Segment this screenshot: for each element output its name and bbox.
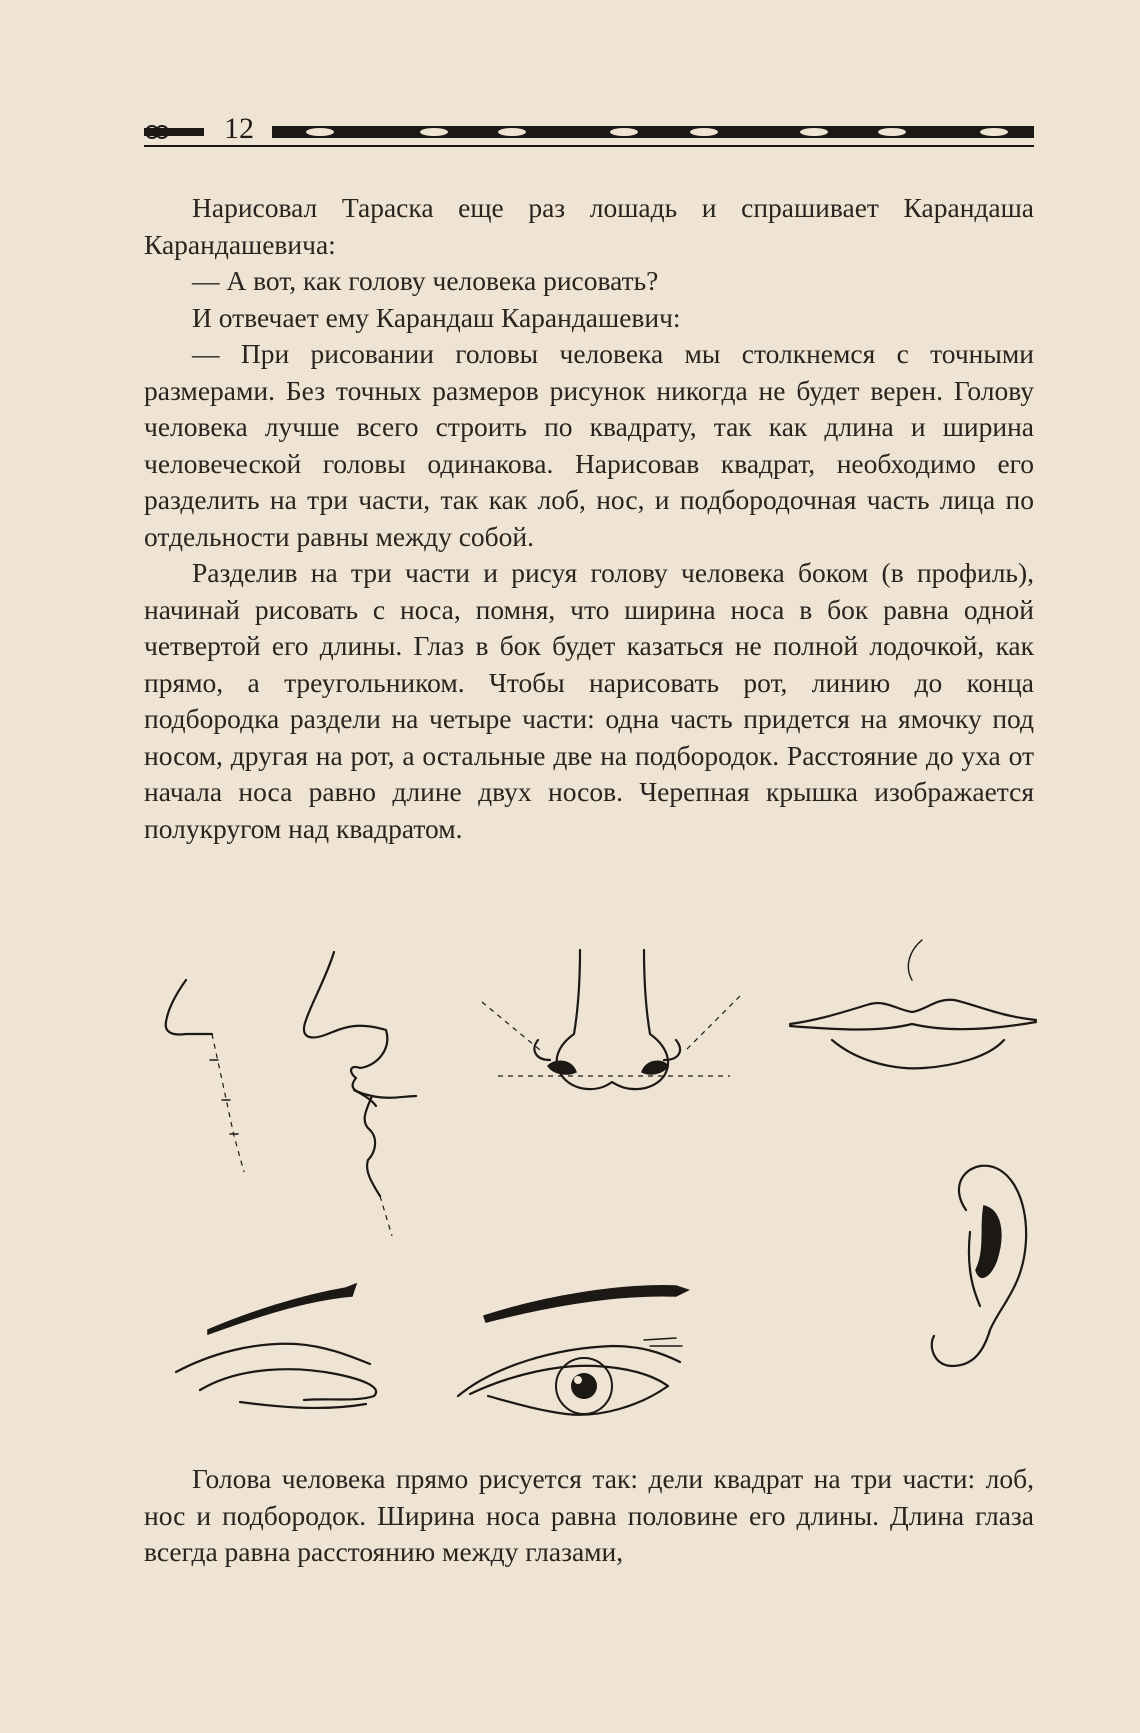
page-number: 12 — [224, 112, 254, 145]
eye-side-illustration — [176, 1284, 376, 1408]
paragraph: И отвечает ему Карандаш Карандашевич: — [192, 301, 681, 333]
paragraph: Разделив на три части и рисуя голову человека боком (в профиль), начинай рисовать с носа, помня, что ширина носа в бок равна одной четвертой его длины. Глаз в бок будет казаться не полной лодочкой, как прямо, а треугольником. Чтобы нарисовать рот, линию до конца подбородка раздели на четыре части: одна часть придется на ямочку под носом, другая на рот, а остальные две на подбородок. Расстояние до уха от начала носа равно длине двух носов. Черепная крышка изображается полукругом над квадратом. — [144, 557, 1034, 844]
paragraph: — При рисовании головы человека мы столкнемся с точными размерами. Без точных размеров рисунок никогда не будет верен. Голову человека лучше всего строить по квадрату, так как длина и ширина человеческой головы одинакова. Нарисовав квадрат, необходимо его разделить на три части, так как лоб, нос, и подбородочная часть лица по отдельности равны между собой. — [144, 338, 1034, 552]
body-text-bottom — [144, 1461, 1034, 1571]
lips-illustration — [790, 940, 1036, 1068]
face-profile-illustration — [304, 952, 416, 1236]
eye-front-illustration — [458, 1286, 688, 1415]
profile-guide-illustration — [166, 980, 244, 1172]
paragraph: Голова человека прямо рисуется так: дели квадрат на три части: лоб, нос и подбородок. Ширина носа равна половине его длины. Длина глаза всегда равна расстоянию между глазами, — [144, 1463, 1034, 1567]
paragraph: Нарисовал Тараска еще раз лошадь и спрашивает Карандаша Карандашевича: — [144, 192, 1034, 260]
paragraph: — А вот, как голову человека рисовать? — [192, 265, 659, 296]
ear-illustration — [932, 1166, 1026, 1366]
nose-front-illustration — [482, 950, 740, 1089]
